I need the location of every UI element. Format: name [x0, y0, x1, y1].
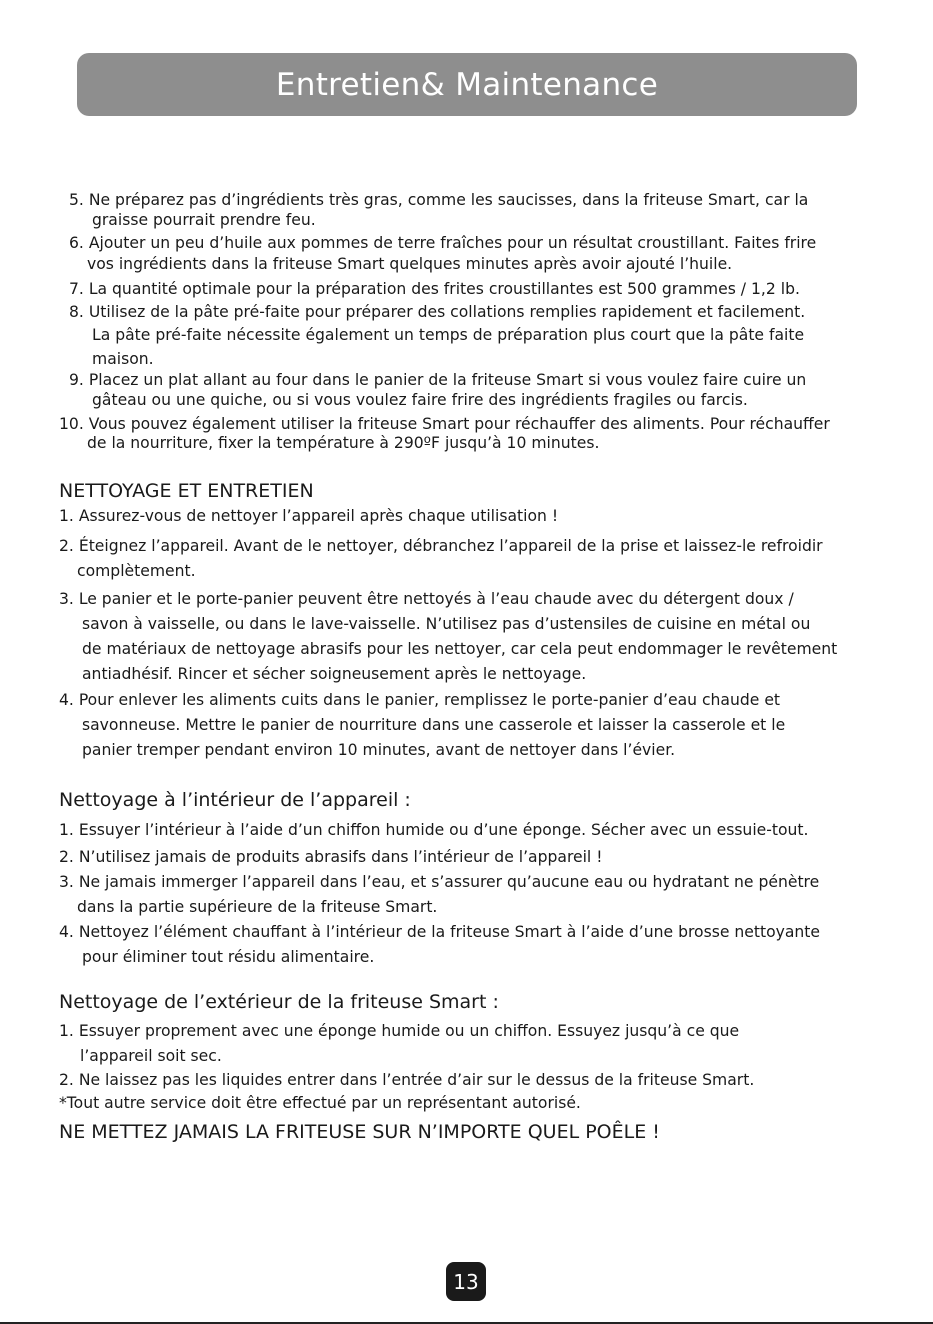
cleaning-line: antiadhésif. Rincer et sécher soigneusement après le nettoyage. — [82, 665, 587, 683]
tip-line: de la nourriture, fixer la température à 290ºF jusqu’à 10 minutes. — [87, 434, 600, 452]
interior-line: 3. Ne jamais immerger l’appareil dans l’eau, et s’assurer qu’aucune eau ou hydratant ne pénètre — [59, 873, 820, 891]
cleaning-line: 3. Le panier et le porte-panier peuvent être nettoyés à l’eau chaude avec du détergent doux / — [59, 590, 794, 608]
interior-line: 2. N’utilisez jamais de produits abrasifs dans l’intérieur de l’appareil ! — [59, 848, 603, 866]
cleaning-line: savon à vaisselle, ou dans le lave-vaisselle. N’utilisez pas d’ustensiles de cuisine en métal ou — [82, 615, 811, 633]
interior-line: dans la partie supérieure de la friteuse Smart. — [77, 898, 438, 916]
interior-line: pour éliminer tout résidu alimentaire. — [82, 948, 375, 966]
tip-line: 8. Utilisez de la pâte pré-faite pour préparer des collations remplies rapidement et facilement. — [69, 303, 806, 321]
interior-line: 4. Nettoyez l’élément chauffant à l’intérieur de la friteuse Smart à l’aide d’une brosse nettoyante — [59, 923, 820, 941]
section-heading-interior: Nettoyage à l’intérieur de l’appareil : — [59, 789, 411, 811]
tip-line: 10. Vous pouvez également utiliser la friteuse Smart pour réchauffer des aliments. Pour réchauffer — [59, 415, 830, 433]
exterior-line: l’appareil soit sec. — [80, 1047, 222, 1065]
section-heading-cleaning: NETTOYAGE ET ENTRETIEN — [59, 480, 314, 502]
cleaning-line: de matériaux de nettoyage abrasifs pour les nettoyer, car cela peut endommager le revêtement — [82, 640, 838, 658]
exterior-line: 2. Ne laissez pas les liquides entrer dans l’entrée d’air sur le dessus de la friteuse Smart. — [59, 1071, 755, 1089]
page-number: 13 — [446, 1262, 486, 1301]
section-heading-exterior: Nettoyage de l’extérieur de la friteuse Smart : — [59, 991, 499, 1013]
tip-line: 9. Placez un plat allant au four dans le panier de la friteuse Smart si vous voulez faire cuire un — [69, 371, 807, 389]
page-header — [77, 53, 857, 116]
exterior-line: 1. Essuyer proprement avec une éponge humide ou un chiffon. Essuyez jusqu’à ce que — [59, 1022, 740, 1040]
cleaning-line: savonneuse. Mettre le panier de nourriture dans une casserole et laisser la casserole et le — [82, 716, 786, 734]
tip-line: 7. La quantité optimale pour la préparation des frites croustillantes est 500 grammes / 1,2 lb. — [69, 280, 800, 298]
tip-line: 5. Ne préparez pas d’ingrédients très gras, comme les saucisses, dans la friteuse Smart, car la — [69, 191, 809, 209]
cleaning-line: 1. Assurez-vous de nettoyer l’appareil après chaque utilisation ! — [59, 507, 559, 525]
tip-line: vos ingrédients dans la friteuse Smart quelques minutes après avoir ajouté l’huile. — [87, 255, 733, 273]
cleaning-line: panier tremper pendant environ 10 minutes, avant de nettoyer dans l’évier. — [82, 741, 676, 759]
interior-line: 1. Essuyer l’intérieur à l’aide d’un chiffon humide ou d’une éponge. Sécher avec un essuie-tout. — [59, 821, 809, 839]
exterior-line: *Tout autre service doit être effectué par un représentant autorisé. — [59, 1094, 581, 1112]
page-title: Entretien& Maintenance — [275, 66, 659, 103]
tip-line: maison. — [92, 350, 154, 368]
tip-line: graisse pourrait prendre feu. — [92, 211, 316, 229]
cleaning-line: 4. Pour enlever les aliments cuits dans le panier, remplissez le porte-panier d’eau chaude et — [59, 691, 781, 709]
cleaning-line: 2. Éteignez l’appareil. Avant de le nettoyer, débranchez l’appareil de la prise et laissez-le refroidir — [59, 537, 823, 555]
tip-line: 6. Ajouter un peu d’huile aux pommes de terre fraîches pour un résultat croustillant. Faites frire — [69, 234, 817, 252]
warning-text: NE METTEZ JAMAIS LA FRITEUSE SUR N’IMPORTE QUEL POÊLE ! — [59, 1121, 660, 1143]
tip-line: gâteau ou une quiche, ou si vous voulez faire frire des ingrédients fragiles ou farcis. — [92, 391, 748, 409]
cleaning-line: complètement. — [77, 562, 196, 580]
tip-line: La pâte pré-faite nécessite également un temps de préparation plus court que la pâte faite — [92, 326, 805, 344]
